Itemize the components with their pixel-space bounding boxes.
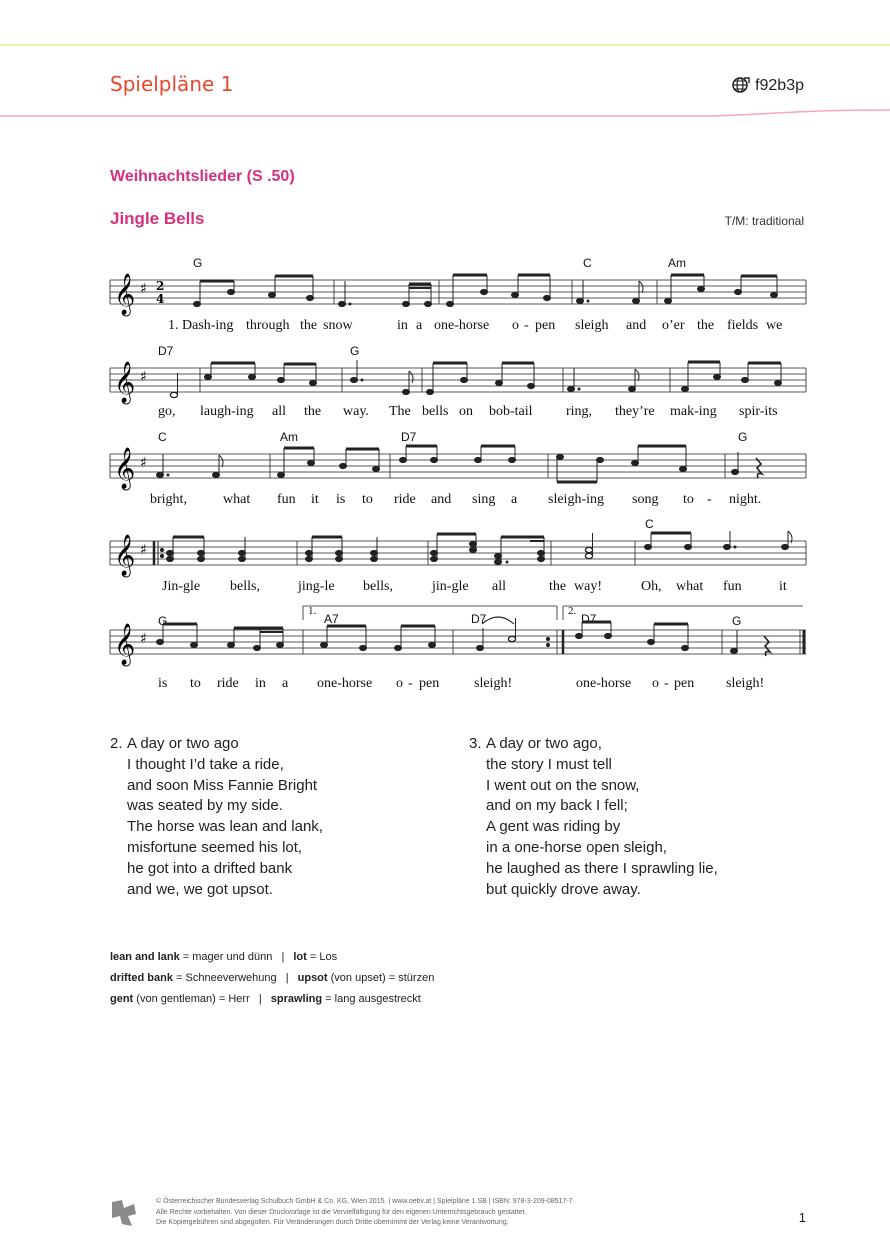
lyric-syllable: laugh-ing (200, 404, 254, 419)
glossary-meaning: Herr (228, 993, 250, 1005)
lyric-syllable: ride (217, 676, 239, 691)
lyric-syllable: way! (574, 579, 602, 594)
lyric-syllable: o (652, 676, 659, 691)
footer-line: Alle Rechte vorbehalten. Von dieser Druckvorlage ist die Vervielfältigung für den eigenen Unterrichtsgebrauch gestattet. (156, 1208, 527, 1216)
lyric-syllable: sleigh! (726, 676, 765, 691)
lyric-syllable: a (511, 492, 518, 507)
chord-label: Am (280, 430, 298, 444)
lyric-syllable: it (311, 492, 319, 507)
chord-label: G (193, 256, 203, 270)
lyric-syllable: the (549, 579, 567, 594)
lyric-syllable: what (676, 579, 704, 594)
svg-text:♯: ♯ (140, 631, 147, 647)
top-rule (0, 44, 890, 46)
verse-line: and on my back I fell; (486, 797, 628, 815)
staff-row-5 (110, 600, 806, 700)
verse-line: A gent was riding by (486, 818, 621, 836)
publisher-logo-icon (108, 1196, 142, 1235)
glossary-eq: = (176, 972, 183, 984)
lyric-syllable: o’er (662, 318, 685, 333)
chord-label: C (158, 430, 167, 444)
glossary (110, 947, 434, 1010)
lyric-syllable: jing-le (298, 579, 335, 594)
lyric-syllable: a (282, 676, 289, 691)
svg-text:♯: ♯ (140, 542, 147, 558)
chord-label: D7 (471, 612, 487, 626)
lyric-syllable: fields (727, 318, 759, 333)
glossary-note: (von upset) (330, 972, 386, 984)
lyric-syllable: spir-its (739, 404, 778, 419)
lyric-syllable: pen (674, 676, 695, 691)
verse-number: 3. (469, 735, 482, 752)
song-credit: T/M: traditional (724, 214, 804, 228)
treble-clef-icon: 𝄞 (114, 448, 136, 489)
music-staff (110, 444, 806, 514)
globe-link-icon (731, 76, 751, 96)
lyric-syllable: on (459, 404, 473, 419)
lyric-syllable: sleigh (575, 318, 609, 333)
footer-copyright (156, 1197, 573, 1229)
lyric-syllable: o (396, 676, 403, 691)
lyric-syllable: to (190, 676, 201, 691)
chord-label: G (738, 430, 748, 444)
staff-row-1 (110, 250, 806, 340)
glossary-separator: | (285, 972, 289, 984)
lyric-syllable: and (431, 492, 452, 507)
staff-row-2 (110, 338, 806, 428)
lyric-syllable: in (255, 676, 266, 691)
lyric-syllable: fun (277, 492, 296, 507)
glossary-meaning: Los (319, 951, 338, 963)
lyric-syllable: o (512, 318, 519, 333)
glossary-meaning: stürzen (398, 972, 435, 984)
staff-row-4 (110, 513, 806, 603)
verse-number: 2. (110, 735, 123, 752)
lyric-syllable: - (524, 318, 529, 333)
lyric-syllable: 1. Dash-ing (168, 318, 234, 333)
lyric-syllable: ride (394, 492, 416, 507)
online-code[interactable] (731, 76, 804, 96)
glossary-term: drifted bank (110, 972, 173, 984)
lyric-syllable: in (397, 318, 408, 333)
glossary-separator: | (281, 951, 285, 963)
glossary-eq: = (388, 972, 396, 984)
glossary-term: gent (110, 993, 134, 1005)
lyric-syllable: sleigh! (474, 676, 513, 691)
lyric-syllable: snow (323, 318, 353, 333)
music-staff (110, 606, 806, 686)
chord-label: C (583, 256, 592, 270)
lyric-syllable: song (632, 492, 659, 507)
chord-label: D7 (401, 430, 417, 444)
verse-line: and soon Miss Fannie Bright (127, 776, 318, 794)
glossary-meaning: mager und dünn (192, 951, 273, 963)
lyric-syllable: The (389, 404, 411, 419)
lyric-syllable: bright, (150, 492, 187, 507)
lyric-syllable: bells, (363, 579, 393, 594)
verse-line: he laughed as there I sprawling lie, (486, 859, 718, 877)
lyric-syllable: sleigh-ing (548, 492, 604, 507)
lyric-syllable: bells, (230, 579, 260, 594)
lyric-syllable: way. (343, 404, 369, 419)
lyric-syllable: night. (729, 492, 762, 507)
lyric-syllable: one-horse (317, 676, 373, 691)
glossary-meaning: lang ausgestreckt (334, 993, 421, 1005)
lyric-syllable: the (697, 318, 715, 333)
chord-label: Am (668, 256, 686, 270)
verse-line: The horse was lean and lank, (127, 818, 323, 836)
lyric-syllable: - (664, 676, 669, 691)
lyric-syllable: to (362, 492, 373, 507)
lyric-syllable: it (779, 579, 787, 594)
verse-line: the story I must tell (486, 755, 612, 773)
lyric-syllable: go, (158, 404, 176, 419)
chord-label: A7 (324, 612, 339, 626)
lyric-syllable: is (158, 676, 168, 691)
treble-clef-icon: 𝄞 (114, 624, 136, 665)
svg-text:♯: ♯ (140, 455, 147, 471)
lyric-syllable: Jin-gle (162, 579, 201, 594)
lyric-syllable: a (416, 318, 423, 333)
svg-text:♯: ♯ (140, 369, 147, 385)
volta-2-label: 2. (568, 605, 577, 617)
lyric-syllable: to (683, 492, 694, 507)
treble-clef-icon: 𝄞 (114, 535, 136, 576)
lyric-syllable: we (766, 318, 783, 333)
online-code-text: f92b3p (755, 77, 804, 94)
glossary-term: upsot (297, 972, 328, 984)
verse-line: I thought I’d take a ride, (127, 755, 284, 773)
lyric-syllable: what (223, 492, 251, 507)
lyric-syllable: pen (535, 318, 556, 333)
staff-row-3 (110, 426, 806, 516)
page-header-title: Spielpläne 1 (110, 72, 234, 96)
chord-label: G (158, 614, 168, 628)
lyric-syllable: - (707, 492, 712, 507)
lyric-syllable: through (246, 318, 290, 333)
glossary-separator: | (258, 993, 262, 1005)
lyric-syllable: one-horse (576, 676, 632, 691)
verse-line: he got into a drifted bank (127, 859, 293, 877)
chord-label: C (645, 517, 654, 531)
lyric-syllable: and (626, 318, 647, 333)
header-divider (0, 108, 890, 122)
lyric-syllable: mak-ing (670, 404, 717, 419)
glossary-note: (von gentleman) (136, 993, 216, 1005)
lyric-syllable: bells (422, 404, 449, 419)
verse-line: A day or two ago, (486, 735, 602, 752)
verse-3 (469, 734, 718, 900)
glossary-eq: = (325, 993, 332, 1005)
svg-text:2: 2 (156, 279, 165, 293)
volta-1-label: 1. (308, 605, 317, 617)
chord-label: G (350, 344, 360, 358)
svg-text:♯: ♯ (140, 281, 147, 297)
glossary-term: lean and lank (110, 951, 180, 963)
chord-label: G (732, 614, 742, 628)
footer-line: Die Kopiergebühren sind abgegolten. Für Veränderungen durch Dritte übernimmt der Verlag keine Verantwortung. (156, 1219, 509, 1226)
lyric-syllable: is (336, 492, 346, 507)
lyric-syllable: - (408, 676, 413, 691)
section-title: Weihnachtslieder (S .50) (110, 168, 295, 185)
verse-line: in a one-horse open sleigh, (486, 838, 667, 856)
lyric-syllable: ring, (566, 404, 593, 419)
lyric-syllable: pen (419, 676, 440, 691)
lyric-syllable: fun (723, 579, 742, 594)
chord-label: D7 (158, 344, 174, 358)
glossary-eq: = (309, 951, 317, 963)
chord-label: D7 (581, 612, 597, 626)
glossary-term: lot (293, 951, 307, 963)
verse-line: A day or two ago (127, 735, 239, 752)
lyric-syllable: bob-tail (489, 404, 533, 419)
glossary-eq: = (218, 993, 226, 1005)
verse-line: and we, we got upsot. (127, 880, 273, 898)
verse-2 (110, 734, 323, 900)
page-number: 1 (798, 1210, 806, 1225)
lyric-syllable: they’re (615, 404, 655, 419)
lyric-syllable: sing (472, 492, 496, 507)
verse-line: was seated by my side. (127, 797, 283, 815)
lyric-syllable: Oh, (641, 579, 662, 594)
lyric-syllable: the (300, 318, 318, 333)
lyric-syllable: the (304, 404, 322, 419)
svg-text:4: 4 (156, 292, 165, 306)
treble-clef-icon: 𝄞 (114, 274, 136, 315)
lyric-syllable: all (492, 579, 506, 594)
verse-line: misfortune seemed his lot, (127, 838, 303, 856)
verse-line: I went out on the snow, (486, 776, 640, 794)
lyric-syllable: one-horse (434, 318, 490, 333)
verse-line: but quickly drove away. (486, 880, 641, 898)
lyric-syllable: all (272, 404, 286, 419)
glossary-term: sprawling (270, 993, 323, 1005)
treble-clef-icon: 𝄞 (114, 362, 136, 403)
glossary-eq: = (182, 951, 190, 963)
lyric-syllable: jin-gle (432, 579, 469, 594)
song-title: Jingle Bells (110, 209, 205, 228)
glossary-meaning: Schneeverwehung (185, 972, 277, 984)
footer-line: © Österreichischer Bundesverlag Schulbuch GmbH & Co. KG, Wien 2015. | www.oebv.at | Spielpläne 1 SB | ISBN: 978-3-209-08517-7 (156, 1198, 573, 1205)
